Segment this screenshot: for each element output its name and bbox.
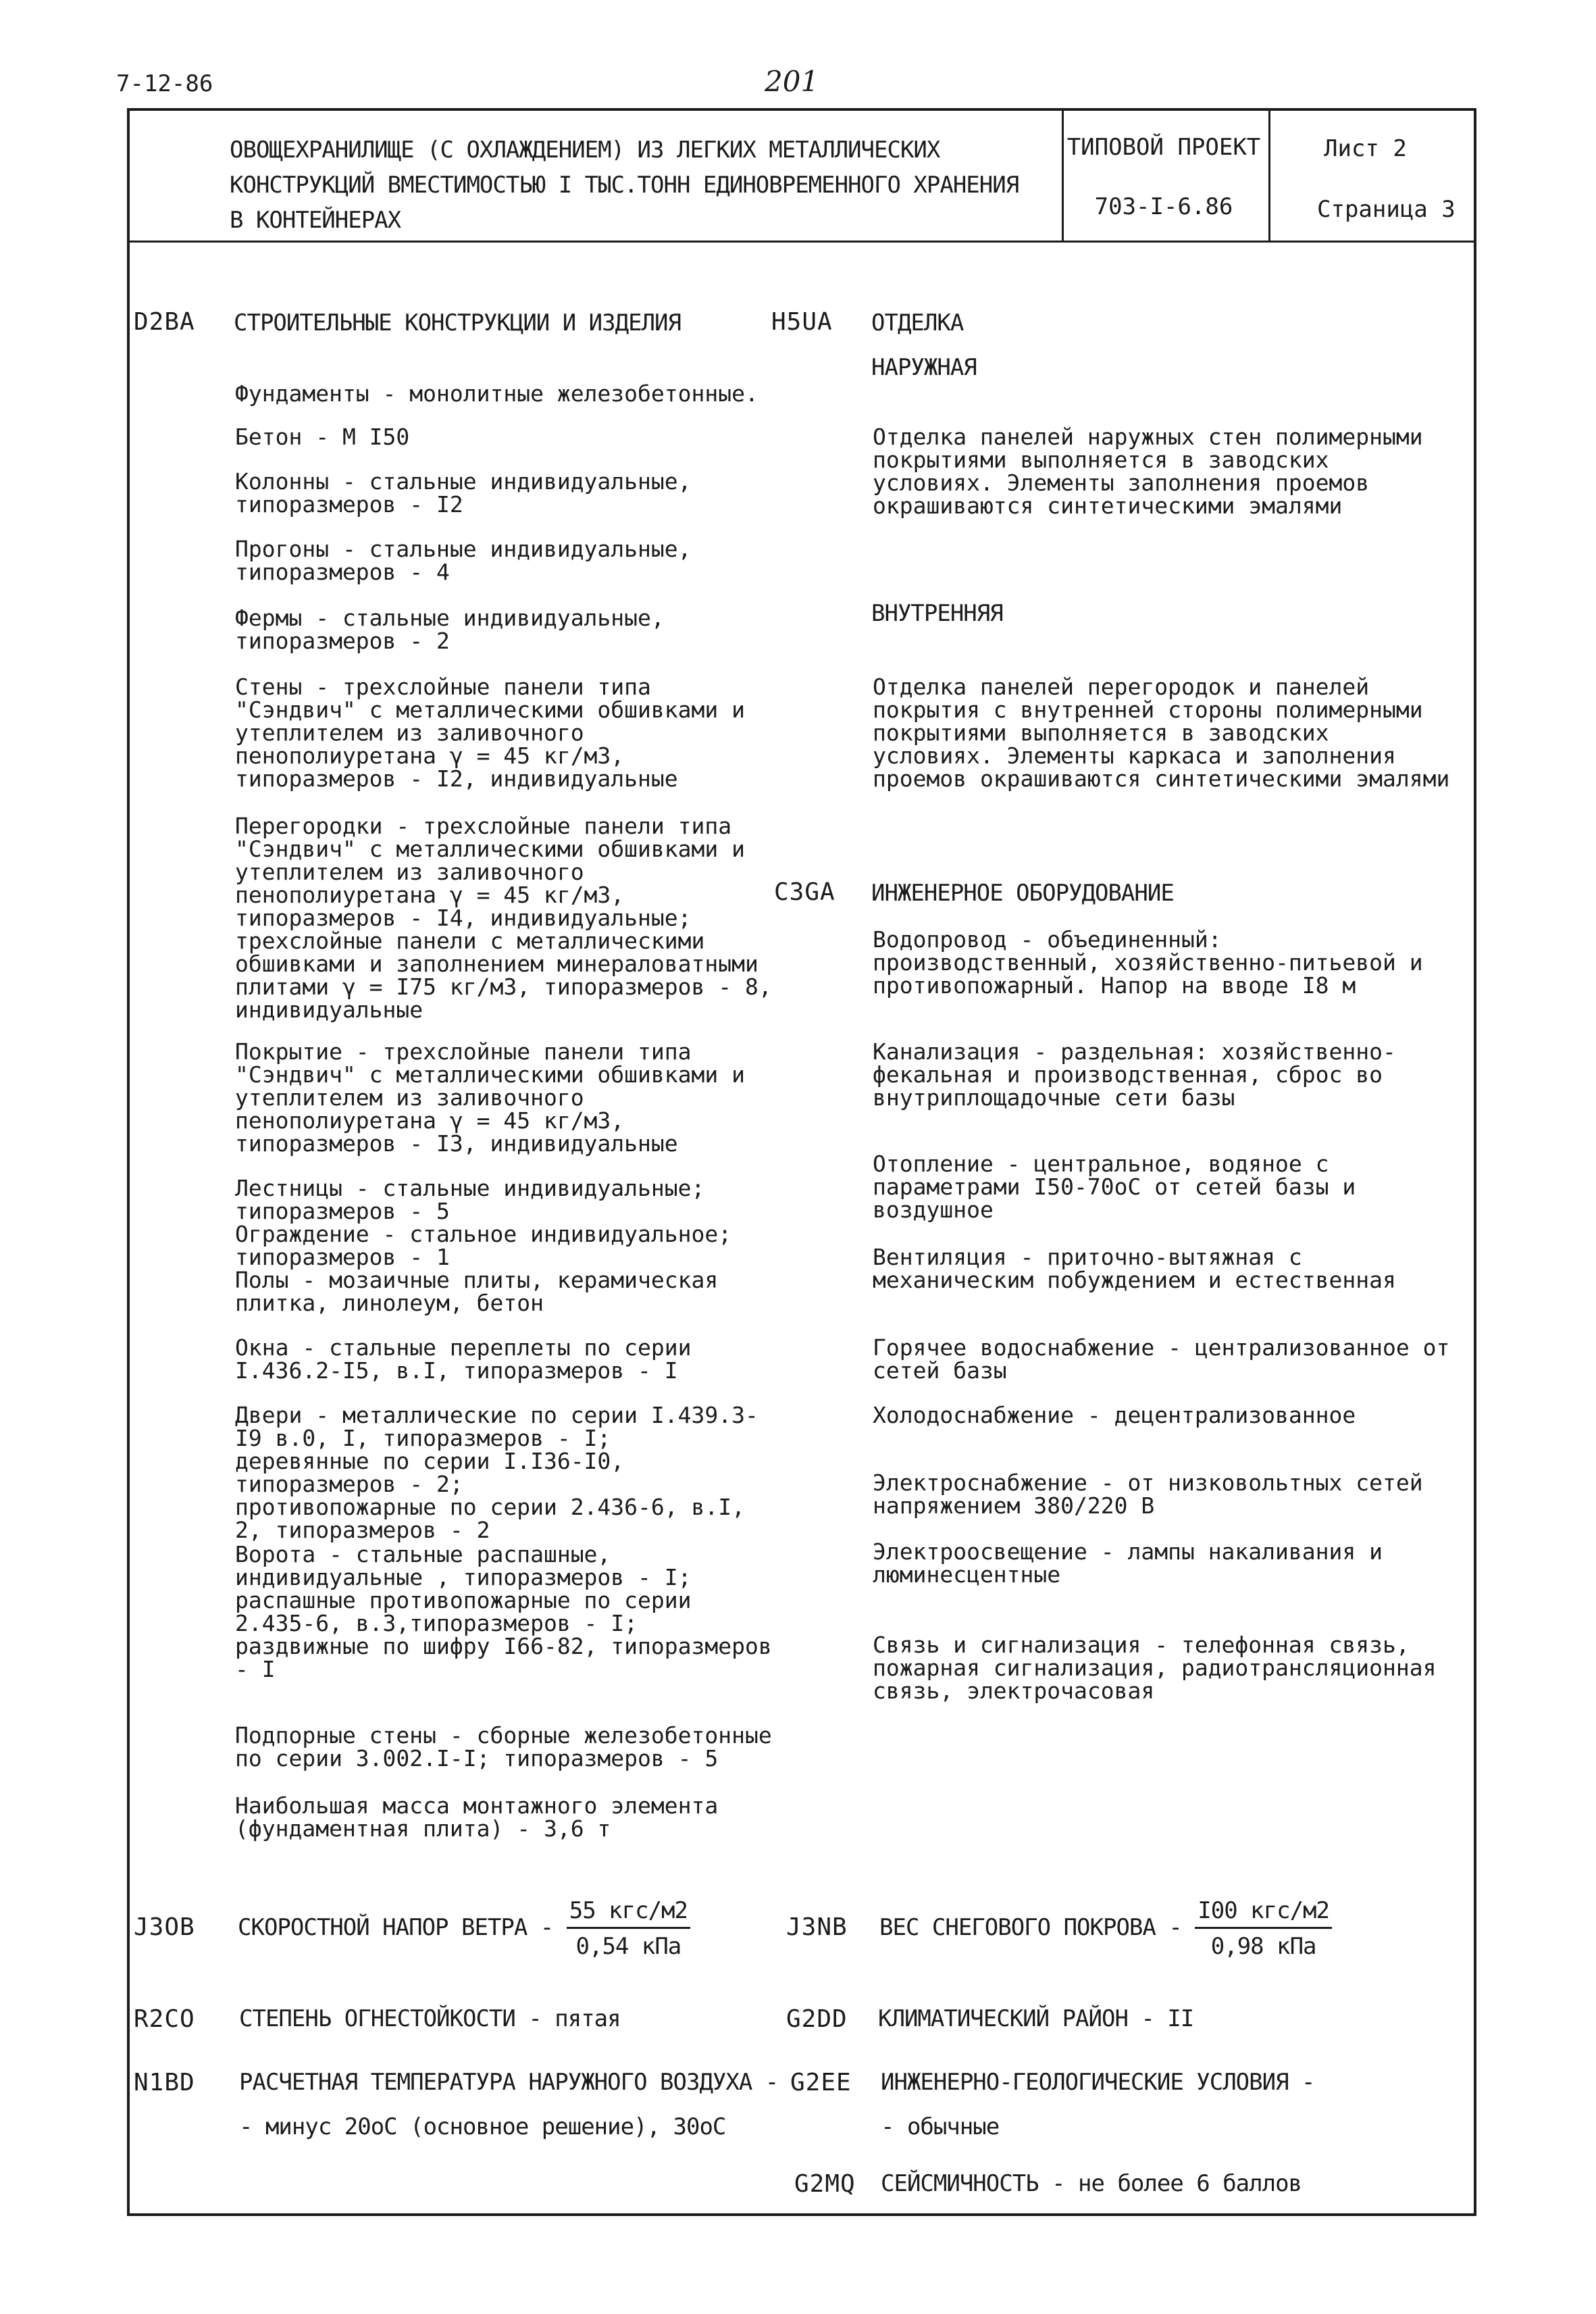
page-number: 201 <box>765 65 819 98</box>
equipment-item: Холодоснабжение - децентрализованное <box>873 1402 1356 1428</box>
wind-label: СКОРОСТНОЙ НАПОР ВЕТРА - <box>238 1914 554 1941</box>
finish-inner-text: Отделка панелей перегородок и панелей покрытия с внутренней стороны полимерными покрытиями выполняется в заводских условиях. Элементы каркаса и заполнения проемов окрашиваются синтетическими эмалями <box>873 674 1450 792</box>
climate-region: КЛИМАТИЧЕСКИЙ РАЙОН - II <box>878 2005 1194 2032</box>
left-item: Перегородки - трехслойные панели типа "Сэндвич" с металлическими обшивками и утеплителем из заливочного пенополиуретана γ = 45 кг/м3, типоразмеров - I4, индивидуальные; трехслойные панели с металлическими обшивками и заполнением минераловатными плитами γ = I75 кг/м3, типоразмеров - 8, индивидуальные <box>235 813 772 1023</box>
page-label: Страница 3 <box>1317 196 1456 223</box>
wind-value-kpa: 0,54 кПа <box>575 1933 681 1960</box>
header-separator-2 <box>1268 108 1270 242</box>
left-item: Прогоны - стальные индивидуальные, типоразмеров - 4 <box>235 536 692 585</box>
equipment-item: Вентиляция - приточно-вытяжная с механическим побуждением и естественная <box>873 1244 1396 1293</box>
project-number: 703-I-6.86 <box>1094 193 1233 220</box>
equipment-item: Отопление - центральное, водяное с параметрами I50-70оС от сетей базы и воздушное <box>873 1151 1356 1223</box>
equipment-item: Канализация - раздельная: хозяйственно-фекальная и производственная, сброс во внутриплощадочные сети базы <box>873 1038 1396 1111</box>
left-item: Колонны - стальные индивидуальные, типоразмеров - I2 <box>235 468 692 518</box>
wind-load <box>238 1897 690 1960</box>
snow-code: J3NB <box>786 1913 848 1941</box>
equipment-item: Электроснабжение - от низковольтных сетей напряжением 380/220 В <box>873 1469 1423 1519</box>
left-item: Бетон - М I50 <box>235 424 410 450</box>
equipment-item: Электроосвещение - лампы накаливания и люминесцентные <box>873 1538 1383 1588</box>
fire-code: R2CO <box>134 2005 195 2033</box>
section-code: H5UA <box>771 308 833 336</box>
header-separator-1 <box>1062 108 1064 242</box>
left-item: Покрытие - трехслойные панели типа "Сэндвич" с металлическими обшивками и утеплителем из заливочного пенополиуретана γ = 45 кг/м3, типоразмеров - I3, индивидуальные <box>235 1038 745 1157</box>
snow-load <box>879 1897 1332 1960</box>
section-title: ОТДЕЛКА <box>871 309 964 336</box>
seismicity: СЕЙСМИЧНОСТЬ - не более 6 баллов <box>881 2170 1302 2197</box>
sheet-label: Лист 2 <box>1324 135 1407 162</box>
temperature-value: - минус 20оС (основное решение), 30оС <box>239 2113 726 2140</box>
section-title: СТРОИТЕЛЬНЫЕ КОНСТРУКЦИИ И ИЗДЕЛИЯ <box>234 309 681 336</box>
section-title: ИНЖЕНЕРНОЕ ОБОРУДОВАНИЕ <box>871 880 1174 907</box>
left-item: Наибольшая масса монтажного элемента (фундаментная плита) - 3,6 т <box>235 1792 719 1842</box>
seismic-code: G2MQ <box>794 2170 856 2198</box>
snow-value-kgf: I00 кгс/м2 <box>1195 1897 1332 1929</box>
geology-code: G2EE <box>790 2069 852 2096</box>
document-title: ОВОЩЕХРАНИЛИЩЕ (С ОХЛАЖДЕНИЕМ) ИЗ ЛЕГКИХ МЕТАЛЛИЧЕСКИХ КОНСТРУКЦИЙ ВМЕСТИМОСТЬЮ I ТЫС.ТОНН ЕДИНОВРЕМЕННОГО ХРАНЕНИЯ В КОНТЕЙНЕРАХ <box>230 136 1019 234</box>
left-item: Двери - металлические по серии I.439.3-I9 в.0, I, типоразмеров - I; деревянные по серии I.I36-I0, типоразмеров - 2; противопожарные по серии 2.436-6, в.I, 2, типоразмеров - 2 <box>235 1402 758 1543</box>
project-label: ТИПОВОЙ ПРОЕКТ <box>1066 134 1261 161</box>
left-item: Ворота - стальные распашные, индивидуальные , типоразмеров - I; распашные противопожарные по серии 2.435-6, в.3,типоразмеров - I; раздвижные по шифру I66-82, типоразмеров - I <box>235 1541 772 1682</box>
left-item: Фермы - стальные индивидуальные, типоразмеров - 2 <box>235 605 665 654</box>
wind-code: J3OB <box>134 1913 195 1941</box>
section-code: D2BA <box>134 308 195 336</box>
left-item: Лестницы - стальные индивидуальные; типоразмеров - 5 Ограждение - стальное индивидуальное; типоразмеров - 1 Полы - мозаичные плиты, керамическая плитка, линолеум, бетон <box>235 1175 732 1316</box>
wind-fraction <box>567 1897 690 1960</box>
fire-resistance: СТЕПЕНЬ ОГНЕСТОЙКОСТИ - пятая <box>239 2005 621 2032</box>
snow-fraction <box>1195 1897 1332 1960</box>
document-date: 7-12-86 <box>116 70 213 97</box>
snow-label: ВЕС СНЕГОВОГО ПОКРОВА - <box>879 1914 1182 1941</box>
left-item: Подпорные стены - сборные железобетонные по серии 3.002.I-I; типоразмеров - 5 <box>235 1722 772 1771</box>
wind-value-kgf: 55 кгс/м2 <box>567 1897 690 1929</box>
header-divider <box>127 241 1476 243</box>
finish-outer-text: Отделка панелей наружных стен полимерными покрытиями выполняется в заводских условиях. Элементы заполнения проемов окрашиваются синтетическими эмалями <box>873 424 1423 519</box>
geology-label: ИНЖЕНЕРНО-ГЕОЛОГИЧЕСКИЕ УСЛОВИЯ - <box>881 2069 1315 2096</box>
geology-value: - обычные <box>881 2113 1000 2140</box>
left-item: Фундаменты - монолитные железобетонные. <box>235 380 758 407</box>
snow-value-kpa: 0,98 кПа <box>1210 1933 1316 1960</box>
left-item: Стены - трехслойные панели типа "Сэндвич" с металлическими обшивками и утеплителем из заливочного пенополиуретана γ = 45 кг/м3, типоразмеров - I2, индивидуальные <box>235 674 745 792</box>
equipment-item: Связь и сигнализация - телефонная связь, пожарная сигнализация, радиотрансляционная связь, электрочасовая <box>873 1632 1437 1704</box>
temperature-code: N1BD <box>134 2069 195 2096</box>
section-code: C3GA <box>774 878 835 906</box>
equipment-item: Горячее водоснабжение - централизованное от сетей базы <box>873 1334 1450 1384</box>
subsection-title: ВНУТРЕННЯЯ <box>871 600 1003 627</box>
left-item: Окна - стальные переплеты по серии I.436.2-I5, в.I, типоразмеров - I <box>235 1334 692 1384</box>
temperature-label: РАСЧЕТНАЯ ТЕМПЕРАТУРА НАРУЖНОГО ВОЗДУХА - <box>239 2069 779 2096</box>
climate-code: G2DD <box>786 2005 848 2033</box>
equipment-item: Водопровод - объединенный: производственный, хозяйственно-питьевой и противопожарный. Напор на вводе I8 м <box>873 926 1423 999</box>
subsection-title: НАРУЖНАЯ <box>871 354 977 381</box>
